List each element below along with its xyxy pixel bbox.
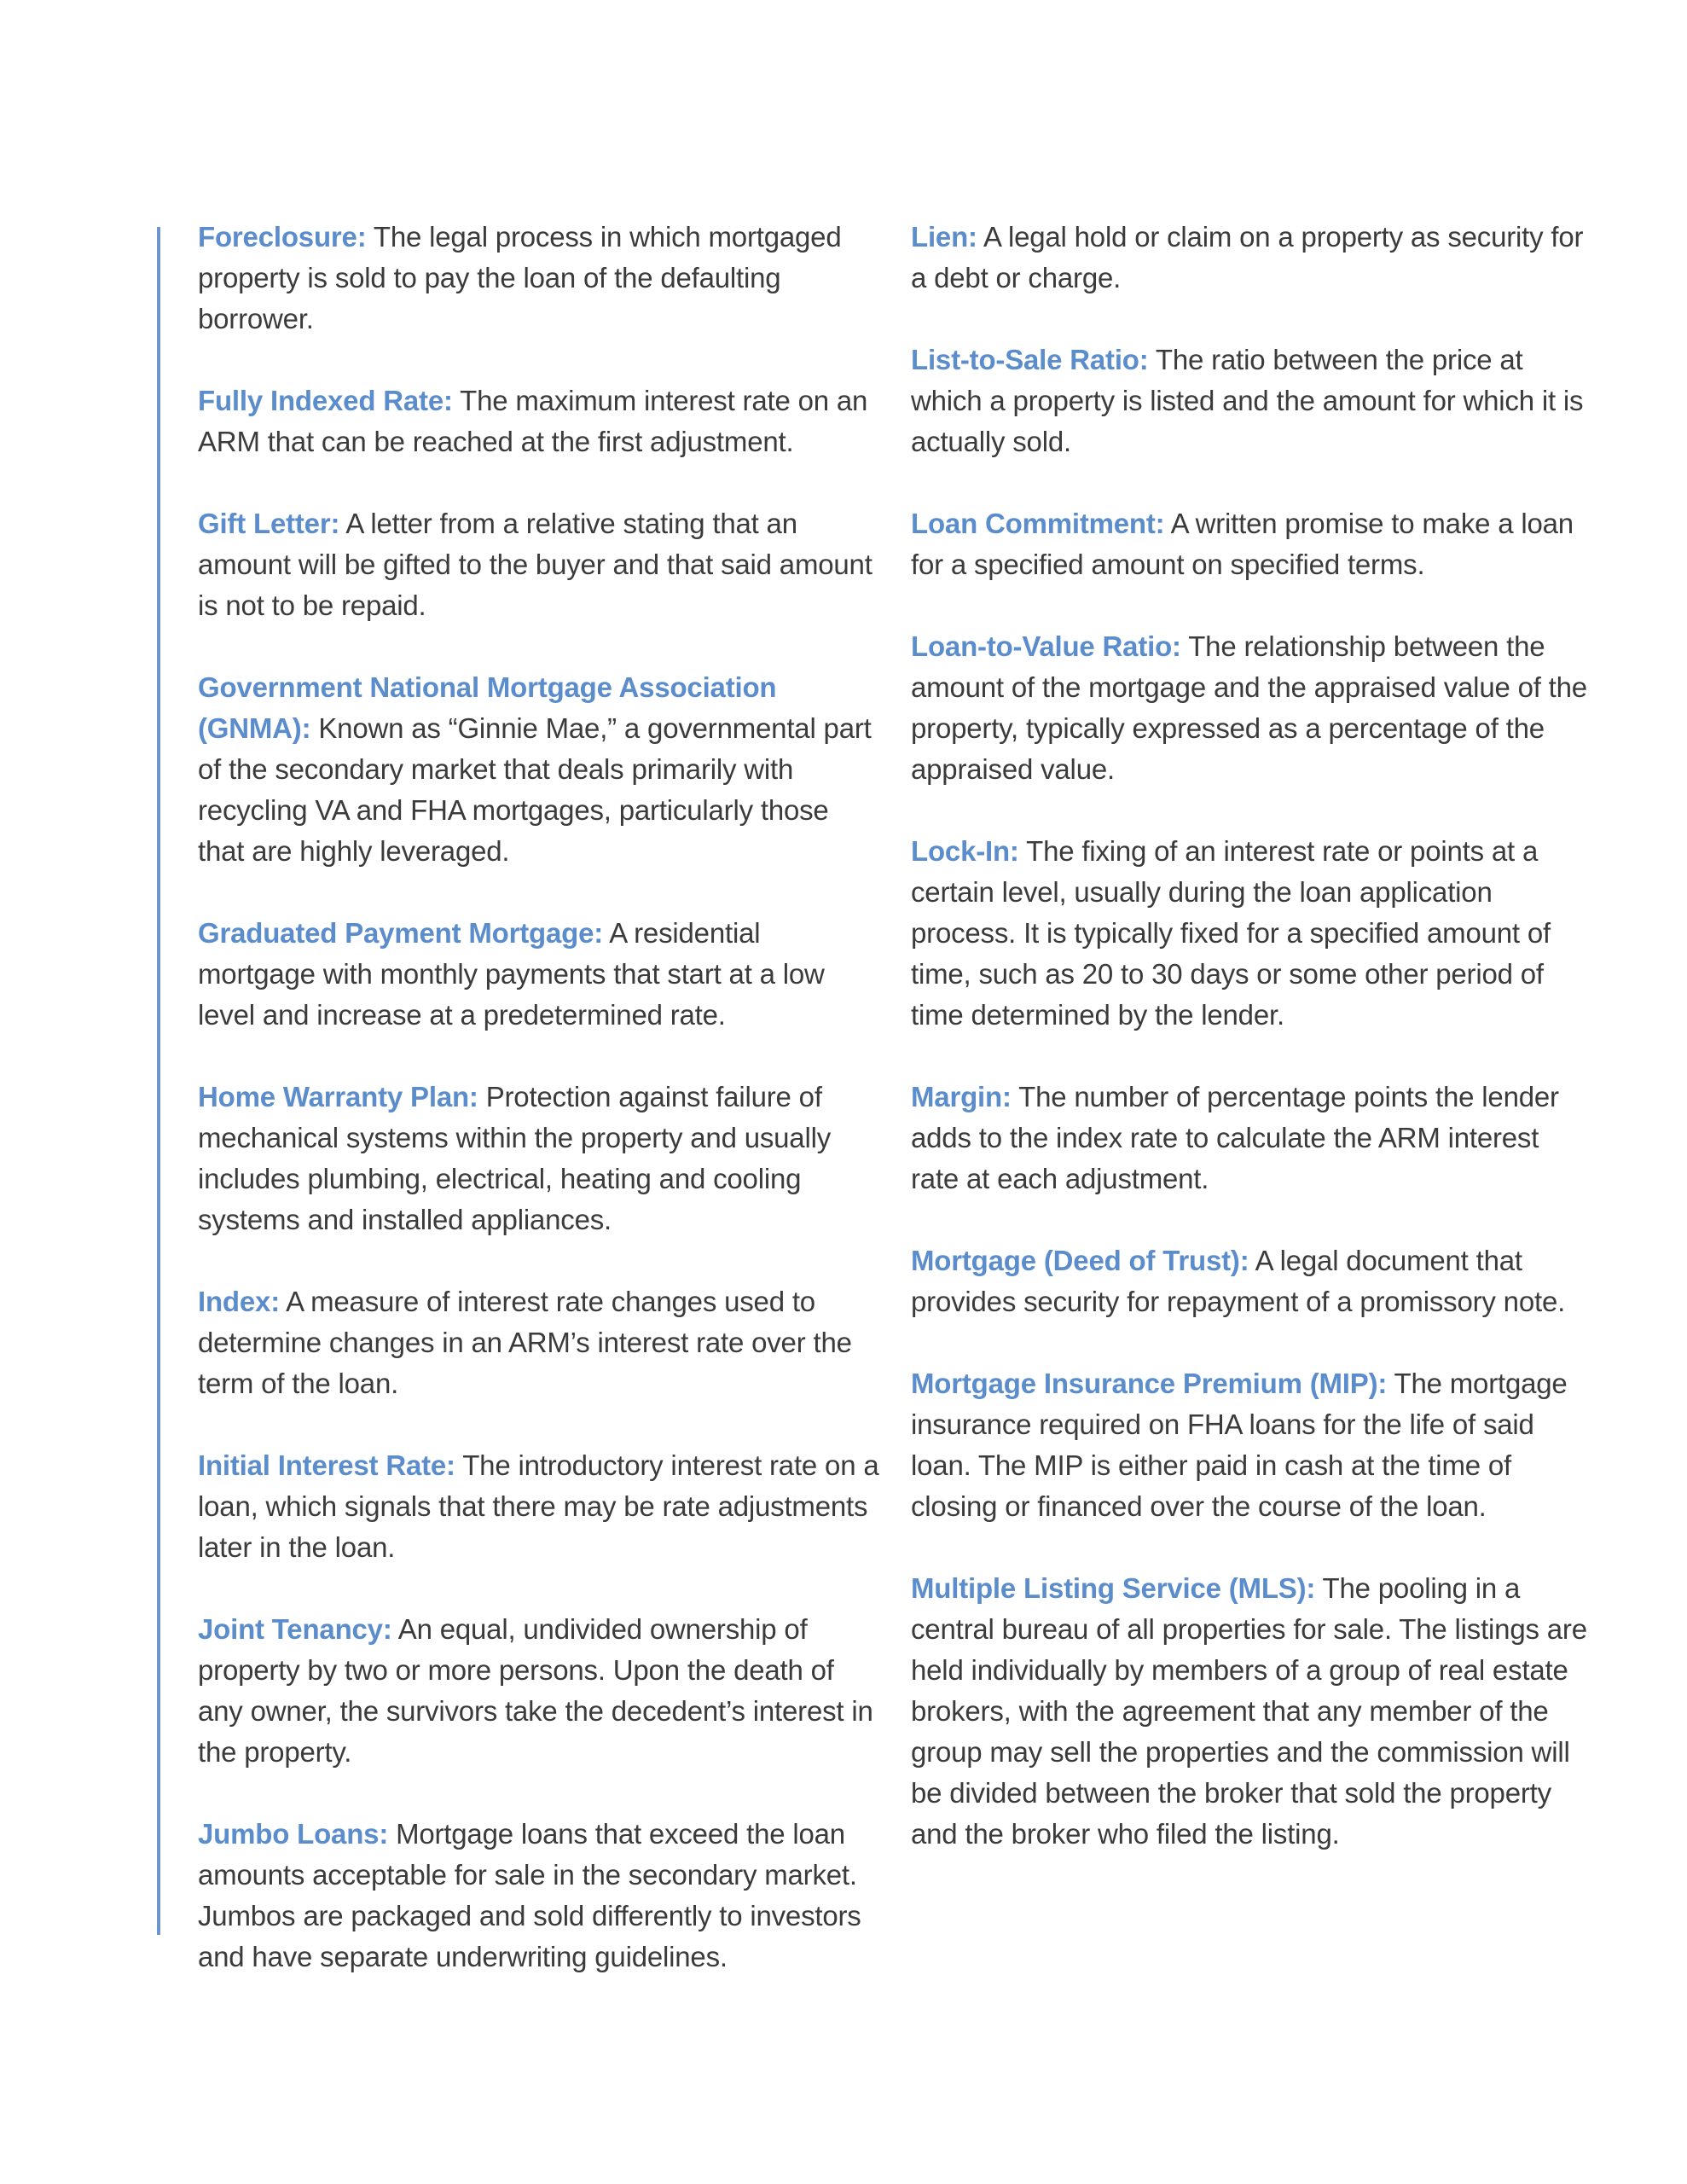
glossary-entry-joint-tenancy xyxy=(198,1609,880,1773)
glossary-entry-mip xyxy=(911,1363,1593,1527)
definition: Protection against failure of mechanical systems within the property and usually includes plumbing, electrical, heating and cooling systems and installed appliances. xyxy=(198,1081,832,1235)
term: Margin: xyxy=(911,1081,1012,1112)
definition: The pooling in a central bureau of all properties for sale. The listings are held individually by members of a group of real estate brokers, with the agreement that any member of the group may sell the properties and the commission will be divided between the broker that sold the property and the broker who filed the listing. xyxy=(911,1572,1587,1850)
glossary-entry-foreclosure xyxy=(198,217,880,340)
term: Gift Letter: xyxy=(198,508,340,539)
glossary-entry-lien xyxy=(911,217,1593,299)
glossary-entry-list-to-sale-ratio xyxy=(911,340,1593,462)
glossary-entry-fully-indexed-rate xyxy=(198,380,880,462)
definition: A legal hold or claim on a property as security for a debt or charge. xyxy=(911,221,1584,293)
definition: The relationship between the amount of the mortgage and the appraised value of the property, typically expressed as a percentage of the appraised value. xyxy=(911,630,1587,785)
glossary-column-right xyxy=(911,217,1593,1896)
definition: The introductory interest rate on a loan, which signals that there may be rate adjustments later in the loan. xyxy=(198,1449,879,1563)
glossary-entry-margin xyxy=(911,1077,1593,1199)
term: Government National Mortgage Association (GNMA): xyxy=(198,671,777,744)
term: Foreclosure: xyxy=(198,221,367,253)
definition: The mortgage insurance required on FHA loans for the life of said loan. The MIP is either paid in cash at the time of closing or financed over the course of the loan. xyxy=(911,1368,1568,1522)
glossary-entry-mortgage-deed-of-trust xyxy=(911,1240,1593,1322)
term: Home Warranty Plan: xyxy=(198,1081,478,1112)
definition: The fixing of an interest rate or points at a certain level, usually during the loan application process. It is typically fixed for a specified amount of time, such as 20 to 30 days or some other period of time determined by the lender. xyxy=(911,835,1551,1031)
term: Initial Interest Rate: xyxy=(198,1449,455,1481)
term: Mortgage Insurance Premium (MIP): xyxy=(911,1368,1388,1399)
definition: An equal, undivided ownership of property by two or more persons. Upon the death of any owner, the survivors take the decedent’s interest in the property. xyxy=(198,1613,873,1768)
glossary-entry-initial-interest-rate xyxy=(198,1445,880,1568)
glossary-entry-mls xyxy=(911,1568,1593,1855)
term: Loan Commitment: xyxy=(911,508,1165,539)
definition: A legal document that provides security for repayment of a promissory note. xyxy=(911,1245,1566,1317)
term: Fully Indexed Rate: xyxy=(198,385,453,416)
term: Graduated Payment Mortgage: xyxy=(198,917,604,949)
definition: A residential mortgage with monthly payments that start at a low level and increase at a predetermined rate. xyxy=(198,917,825,1031)
term: Multiple Listing Service (MLS): xyxy=(911,1572,1316,1604)
glossary-entry-lock-in xyxy=(911,831,1593,1036)
definition: Known as “Ginnie Mae,” a governmental part of the secondary market that deals primarily with recycling VA and FHA mortgages, particularly those that are highly leveraged. xyxy=(198,712,872,867)
definition: The maximum interest rate on an ARM that can be reached at the first adjustment. xyxy=(198,385,868,457)
glossary-entry-loan-to-value-ratio xyxy=(911,626,1593,790)
definition: A written promise to make a loan for a specified amount on specified terms. xyxy=(911,508,1574,580)
glossary-entry-loan-commitment xyxy=(911,503,1593,585)
term: Lien: xyxy=(911,221,977,253)
term: Lock-In: xyxy=(911,835,1019,867)
definition: A measure of interest rate changes used to determine changes in an ARM’s interest rate over the term of the loan. xyxy=(198,1286,852,1399)
term: Joint Tenancy: xyxy=(198,1613,392,1645)
glossary-entry-home-warranty-plan xyxy=(198,1077,880,1240)
term: List-to-Sale Ratio: xyxy=(911,344,1149,375)
term: Index: xyxy=(198,1286,280,1317)
glossary-entry-gift-letter xyxy=(198,503,880,626)
glossary-entry-jumbo-loans xyxy=(198,1814,880,1978)
term: Loan-to-Value Ratio: xyxy=(911,630,1181,662)
left-accent-rule xyxy=(157,227,160,1935)
definition: A letter from a relative stating that an amount will be gifted to the buyer and that said amount is not to be repaid. xyxy=(198,508,872,621)
term: Jumbo Loans: xyxy=(198,1818,389,1850)
definition: The legal process in which mortgaged property is sold to pay the loan of the defaulting borrower. xyxy=(198,221,842,334)
term: Mortgage (Deed of Trust): xyxy=(911,1245,1249,1276)
glossary-entry-gnma xyxy=(198,667,880,872)
definition: The number of percentage points the lender adds to the index rate to calculate the ARM interest rate at each adjustment. xyxy=(911,1081,1559,1194)
definition: The ratio between the price at which a property is listed and the amount for which it is actually sold. xyxy=(911,344,1584,457)
definition: Mortgage loans that exceed the loan amounts acceptable for sale in the secondary market. Jumbos are packaged and sold differently to investors and have separate underwriting guidelines. xyxy=(198,1818,861,1972)
glossary-entry-graduated-payment-mortgage xyxy=(198,913,880,1036)
glossary-column-left xyxy=(198,217,880,2018)
glossary-entry-index xyxy=(198,1281,880,1404)
